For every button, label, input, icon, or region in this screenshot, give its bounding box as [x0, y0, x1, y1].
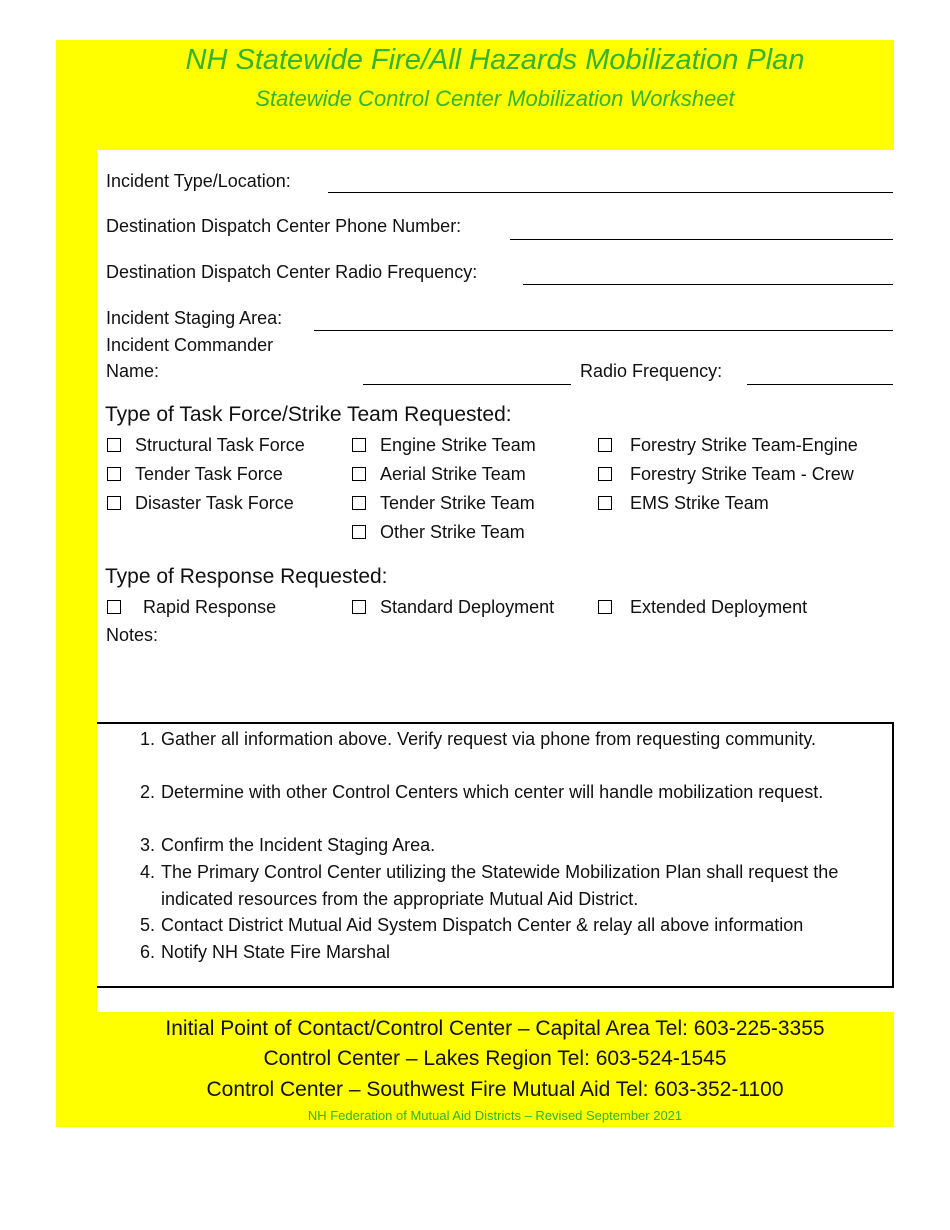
- instruction-step: 6. Notify NH State Fire Marshal: [139, 942, 391, 962]
- contact-lakes-region: Control Center – Lakes Region Tel: 603-524-1545: [263, 1047, 727, 1070]
- checkbox-icon: [598, 600, 612, 614]
- checkbox-aerial-strike-team[interactable]: Aerial Strike Team: [352, 464, 526, 485]
- checkbox-icon: [352, 600, 366, 614]
- dest-phone-field[interactable]: [510, 239, 893, 240]
- checkbox-icon: [107, 600, 121, 614]
- page-title: NH Statewide Fire/All Hazards Mobilization Plan: [185, 44, 805, 76]
- dest-radio-label: Destination Dispatch Center Radio Frequency:: [106, 262, 478, 282]
- staging-area-label: Incident Staging Area:: [106, 308, 283, 328]
- checkbox-other-strike-team[interactable]: Other Strike Team: [352, 522, 525, 543]
- checkbox-extended-deployment[interactable]: Extended Deployment: [598, 597, 807, 618]
- checkbox-structural-task-force[interactable]: Structural Task Force: [107, 435, 305, 456]
- checkbox-rapid-response[interactable]: Rapid Response: [107, 597, 276, 618]
- checkbox-icon: [352, 467, 366, 481]
- response-heading: Type of Response Requested:: [105, 565, 388, 588]
- radio-frequency-field[interactable]: [747, 384, 893, 385]
- checkbox-standard-deployment[interactable]: Standard Deployment: [352, 597, 554, 618]
- task-force-heading: Type of Task Force/Strike Team Requested:: [105, 403, 512, 426]
- instruction-step: 3. Confirm the Incident Staging Area.: [139, 835, 436, 855]
- checkbox-ems-strike-team[interactable]: EMS Strike Team: [598, 493, 769, 514]
- checkbox-engine-strike-team[interactable]: Engine Strike Team: [352, 435, 536, 456]
- notes-label: Notes:: [106, 625, 159, 645]
- commander-name-field[interactable]: [363, 384, 571, 385]
- page-subtitle: Statewide Control Center Mobilization Worksheet: [255, 86, 735, 111]
- checkbox-forestry-strike-team-crew[interactable]: Forestry Strike Team - Crew: [598, 464, 854, 485]
- footer-note: NH Federation of Mutual Aid Districts – Revised September 2021: [307, 1108, 683, 1123]
- dest-radio-field[interactable]: [523, 284, 893, 285]
- instruction-step: 4. The Primary Control Center utilizing the Statewide Mobilization Plan shall request the indicated resources from the appropriate Mutual Aid District.: [139, 862, 839, 909]
- checkbox-tender-task-force[interactable]: Tender Task Force: [107, 464, 283, 485]
- checkbox-forestry-strike-team-engine[interactable]: Forestry Strike Team-Engine: [598, 435, 858, 456]
- checkbox-icon: [107, 438, 121, 452]
- radio-frequency-label: Radio Frequency:: [580, 361, 723, 381]
- commander-label-line2: Name:: [106, 361, 160, 381]
- checkbox-icon: [107, 496, 121, 510]
- checkbox-tender-strike-team[interactable]: Tender Strike Team: [352, 493, 535, 514]
- checkbox-icon: [598, 438, 612, 452]
- checkbox-icon: [352, 525, 366, 539]
- instruction-step: 1. Gather all information above. Verify request via phone from requesting community.: [139, 729, 816, 749]
- contact-capital-area: Initial Point of Contact/Control Center – Capital Area Tel: 603-225-3355: [165, 1017, 825, 1040]
- staging-area-field[interactable]: [314, 330, 893, 331]
- commander-label-line1: Incident Commander: [106, 335, 274, 355]
- incident-type-label: Incident Type/Location:: [106, 171, 291, 191]
- instruction-step: 2. Determine with other Control Centers which center will handle mobilization request.: [139, 782, 824, 802]
- contact-southwest: Control Center – Southwest Fire Mutual Aid Tel: 603-352-1100: [206, 1078, 784, 1101]
- checkbox-icon: [107, 467, 121, 481]
- checkbox-disaster-task-force[interactable]: Disaster Task Force: [107, 493, 294, 514]
- incident-type-field[interactable]: [328, 192, 893, 193]
- instruction-step: 5. Contact District Mutual Aid System Dispatch Center & relay all above information: [139, 915, 804, 935]
- checkbox-icon: [352, 438, 366, 452]
- checkbox-icon: [352, 496, 366, 510]
- checkbox-icon: [598, 496, 612, 510]
- dest-phone-label: Destination Dispatch Center Phone Number:: [106, 216, 462, 236]
- checkbox-icon: [598, 467, 612, 481]
